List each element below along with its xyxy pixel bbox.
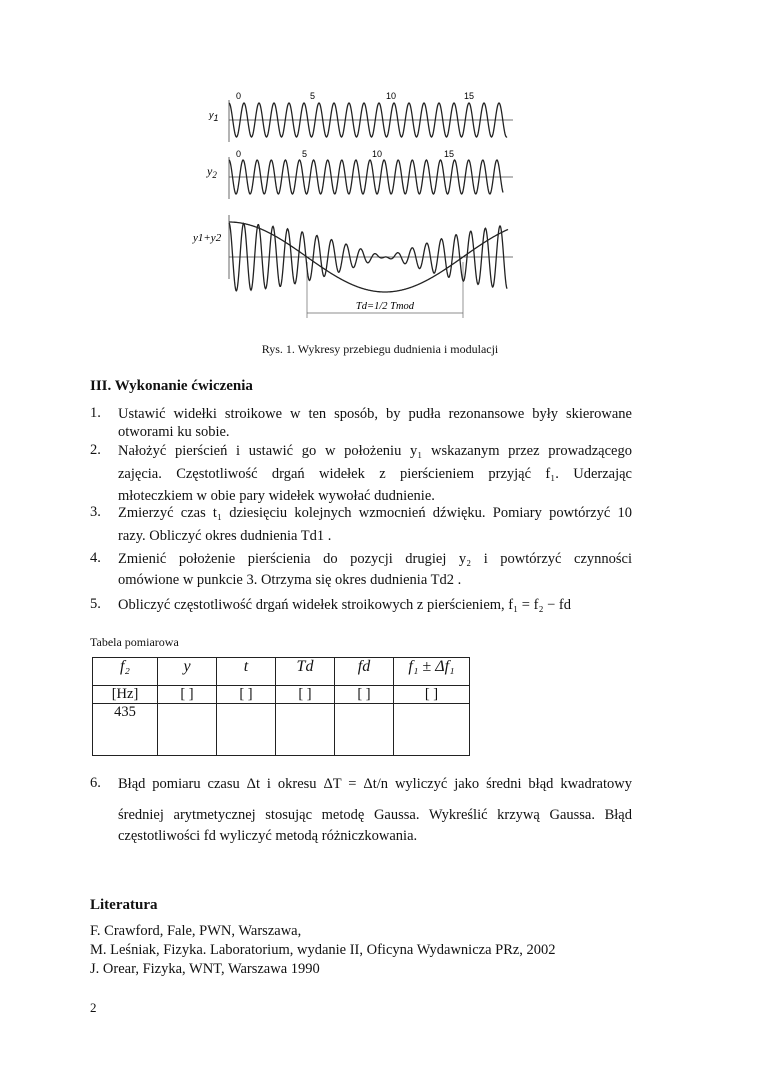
y1-label: y1 [209,110,219,123]
literature-entry: F. Crawford, Fale, PWN, Warszawa, [90,923,302,939]
measurement-table [92,657,470,756]
item-number: 1. [90,405,101,421]
literature-entry: M. Leśniak, Fizyka. Laboratorium, wydanie II, Oficyna Wydawnicza PRz, 2002 [90,942,556,958]
table-cell: f₂ [93,658,158,686]
instruction-line: otworami ku sobie. [118,424,230,440]
figure-caption: Rys. 1. Wykresy przebiegu dudnienia i modulacji [261,342,499,356]
instruction-line: średniej arytmetycznej stosując metodę Gaussa. Wykreślić krzywą Gaussa. Błąd [118,807,632,823]
instruction-line: Ustawić widełki stroikowe w ten sposób, by pudła rezonansowe były skierowane [118,406,632,422]
table-cell: Td [276,658,335,686]
instruction-line: Zmierzyć czas t₁ dziesięciu kolejnych wzmocnień dźwięku. Pomiary powtórzyć 10 [118,505,632,521]
table-cell: y [158,658,217,686]
tick-label: 10 [386,91,397,101]
tick-label: 5 [302,149,308,159]
tick-label: 15 [444,149,455,159]
instruction-line: młoteczkiem w obie pary widełek wywołać dudnienie. [118,488,435,504]
tick-label: 5 [310,91,316,101]
page-number: 2 [90,1000,97,1015]
table-cell [276,704,335,756]
literature-list [90,922,556,979]
literature-entry: J. Orear, Fizyka, WNT, Warszawa 1990 [90,961,320,977]
table-cell: [ ] [276,686,335,704]
table-cell: 435 [93,704,158,756]
table-cell [217,704,276,756]
table-cell [335,704,394,756]
item-number: 4. [90,550,101,566]
instruction-line: razy. Obliczyć okres dudnienia Td1 . [118,528,332,544]
table-cell: [ ] [217,686,276,704]
item-number: 2. [90,442,101,458]
table-cell: [Hz] [93,686,158,704]
y2-label: $y_2$ [207,164,217,180]
section-title: III. Wykonanie ćwiczenia [90,378,253,394]
sum-label: y1+y2 [193,232,222,244]
table-cell: [ ] [335,686,394,704]
instruction-line: Obliczyć częstotliwość drgań widełek stroikowych z pierścieniem, f₁ = f₂ − fd [118,597,572,613]
item-number: 3. [90,504,101,520]
instruction-line: częstotliwości fd wyliczyć metodą różniczkowania. [118,828,418,844]
table-cell: [ ] [394,686,470,704]
instruction-line: Nałożyć pierścień i ustawić go w położeniu y₁ wskazanym przez prowadzącego [118,443,632,459]
table-cell: [ ] [158,686,217,704]
table-cell: f₁ ± Δf₁ [394,658,470,686]
table-cell: t [217,658,276,686]
literature-title: Literatura [90,897,158,913]
table-cell [394,704,470,756]
instruction-line: omówione w punkcie 3. Otrzyma się okres dudnienia Td2 . [118,572,462,588]
tick-label: 10 [372,149,383,159]
table-cell: fd [335,658,394,686]
beat-figure [0,0,760,330]
item-number: 5. [90,596,101,612]
instruction-line: Zmienić położenie pierścienia do pozycji drugiej y₂ i powtórzyć czynności [118,551,632,567]
wave-y1 [229,103,507,137]
tick-label: 0 [236,91,242,101]
table-caption: Tabela pomiarowa [90,635,179,649]
instruction-line: zajęcia. Częstotliwość drgań widełek z pierścieniem przyjąć f₁. Uderzając [118,466,632,482]
item-number: 6. [90,775,101,791]
tick-label: 0 [236,149,242,159]
table-cell [158,704,217,756]
instruction-line: Błąd pomiaru czasu Δt i okresu ΔT = Δt/n wyliczyć jako średni błąd kwadratowy [118,776,632,792]
tick-label: 15 [464,91,475,101]
td-label: Td=1/2 Tmod [355,301,415,312]
